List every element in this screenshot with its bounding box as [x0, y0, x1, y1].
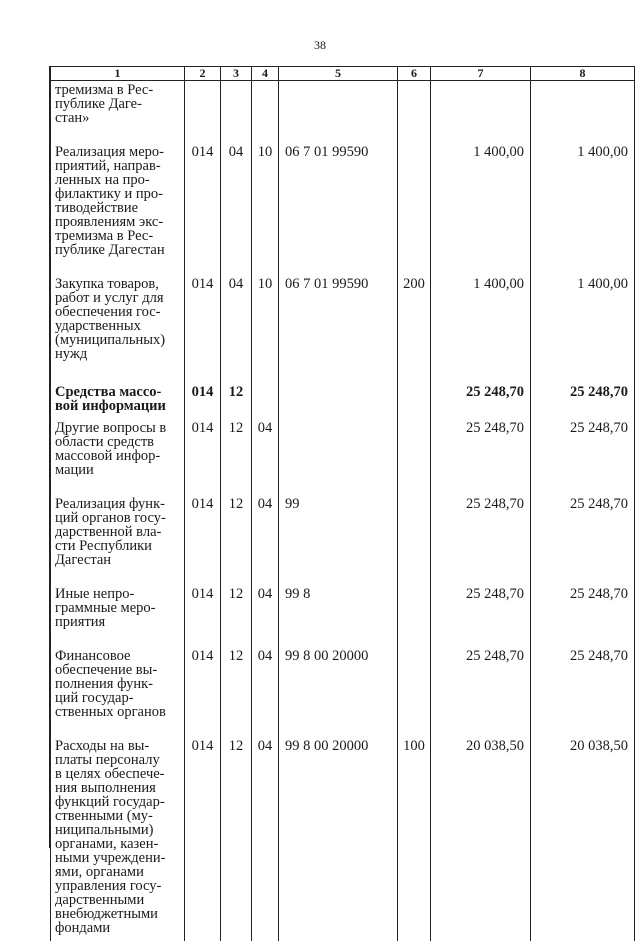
amount-year-1: 25 248,70: [431, 649, 531, 739]
section-code: 12: [221, 739, 252, 941]
target-article-code: [279, 385, 398, 421]
section-code: 04: [221, 277, 252, 385]
subsection-code: [252, 81, 279, 146]
table-row: [51, 587, 635, 649]
table-row: [51, 497, 635, 587]
ministry-code: 014: [185, 739, 221, 941]
amount-year-1: 1 400,00: [431, 145, 531, 277]
amount-year-2: 25 248,70: [531, 649, 635, 739]
table-row: [51, 277, 635, 385]
amount-year-1: 1 400,00: [431, 277, 531, 385]
column-header-8: 8: [531, 67, 635, 81]
expense-type-code: [398, 421, 431, 497]
column-header-7: 7: [431, 67, 531, 81]
expense-type-code: [398, 145, 431, 277]
row-name: Закупка товаров, работ и услуг для обеспечения гос- ударственных (муниципальных) нужд: [51, 277, 185, 385]
column-header-1: 1: [51, 67, 185, 81]
section-code: 12: [221, 497, 252, 587]
expense-type-code: [398, 587, 431, 649]
target-article-code: 06 7 01 99590: [279, 277, 398, 385]
row-name: Другие вопросы в области средств массовой инфор- мации: [51, 421, 185, 497]
row-name: Иные непро- граммные меро- приятия: [51, 587, 185, 649]
amount-year-1: 25 248,70: [431, 587, 531, 649]
expense-type-code: 200: [398, 277, 431, 385]
column-header-3: 3: [221, 67, 252, 81]
table-row: [51, 81, 635, 146]
ministry-code: 014: [185, 277, 221, 385]
row-name: Реализация функ- ций органов госу- дарственной вла- сти Республики Дагестан: [51, 497, 185, 587]
target-article-code: 99 8 00 20000: [279, 739, 398, 941]
ministry-code: 014: [185, 497, 221, 587]
target-article-code: 99 8 00 20000: [279, 649, 398, 739]
subsection-code: 10: [252, 145, 279, 277]
expense-type-code: 100: [398, 739, 431, 941]
subsection-code: 04: [252, 497, 279, 587]
amount-year-2: 25 248,70: [531, 421, 635, 497]
header-row: [51, 67, 635, 81]
row-name: Расходы на вы- платы персоналу в целях обеспече- ния выполнения функций государ- ственными (му- ниципальными) органами, казен- ными учреждени- ями, органами управления госу- дарственными внебюджетными фондами: [51, 739, 185, 941]
table-row: [51, 385, 635, 421]
target-article-code: 99 8: [279, 587, 398, 649]
amount-year-2: 25 248,70: [531, 385, 635, 421]
budget-table: [50, 66, 635, 941]
target-article-code: [279, 81, 398, 146]
amount-year-2: 20 038,50: [531, 739, 635, 941]
subsection-code: 04: [252, 739, 279, 941]
amount-year-1: 20 038,50: [431, 739, 531, 941]
table-row: [51, 421, 635, 497]
row-name: Средства массо- вой информации: [51, 385, 185, 421]
column-header-4: 4: [252, 67, 279, 81]
amount-year-2: 25 248,70: [531, 587, 635, 649]
section-code: 12: [221, 421, 252, 497]
table-row: [51, 649, 635, 739]
amount-year-2: 25 248,70: [531, 497, 635, 587]
target-article-code: [279, 421, 398, 497]
section-code: 12: [221, 587, 252, 649]
subsection-code: 10: [252, 277, 279, 385]
amount-year-1: [431, 81, 531, 146]
column-header-2: 2: [185, 67, 221, 81]
amount-year-2: 1 400,00: [531, 145, 635, 277]
expense-type-code: [398, 497, 431, 587]
section-code: 12: [221, 649, 252, 739]
subsection-code: 04: [252, 649, 279, 739]
amount-year-1: 25 248,70: [431, 497, 531, 587]
target-article-code: 99: [279, 497, 398, 587]
row-name: Финансовое обеспечение вы- полнения функ- ций государ- ственных органов: [51, 649, 185, 739]
expense-type-code: [398, 385, 431, 421]
ministry-code: 014: [185, 385, 221, 421]
table-body: [51, 81, 635, 941]
amount-year-2: 1 400,00: [531, 277, 635, 385]
ministry-code: 014: [185, 649, 221, 739]
ministry-code: [185, 81, 221, 146]
ministry-code: 014: [185, 421, 221, 497]
target-article-code: 06 7 01 99590: [279, 145, 398, 277]
ministry-code: 014: [185, 145, 221, 277]
row-name: Реализация меро- приятий, направ- ленных на про- филактику и про- тиводействие проявлениям экс- тремизма в Рес- публике Дагестан: [51, 145, 185, 277]
ministry-code: 014: [185, 587, 221, 649]
subsection-code: 04: [252, 587, 279, 649]
column-header-5: 5: [279, 67, 398, 81]
section-code: 12: [221, 385, 252, 421]
amount-year-1: 25 248,70: [431, 421, 531, 497]
table-row: [51, 145, 635, 277]
amount-year-2: [531, 81, 635, 146]
section-code: 04: [221, 145, 252, 277]
expense-type-code: [398, 81, 431, 146]
table-row: [51, 739, 635, 941]
subsection-code: [252, 385, 279, 421]
subsection-code: 04: [252, 421, 279, 497]
column-header-6: 6: [398, 67, 431, 81]
page-number: 38: [0, 38, 640, 53]
budget-table-wrapper: [49, 66, 635, 848]
expense-type-code: [398, 649, 431, 739]
row-name: тремизма в Рес- публике Даге- стан»: [51, 81, 185, 146]
amount-year-1: 25 248,70: [431, 385, 531, 421]
section-code: [221, 81, 252, 146]
